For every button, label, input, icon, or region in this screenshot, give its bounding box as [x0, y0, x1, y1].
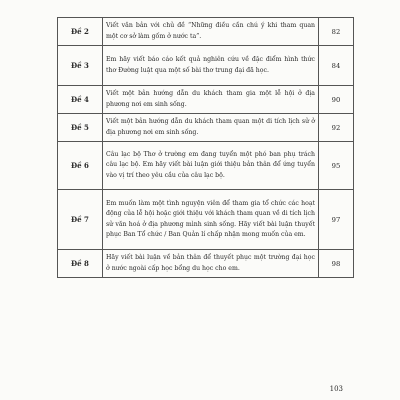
topic-page: 98 [319, 250, 354, 278]
topic-label: Đề 4 [58, 86, 103, 114]
topic-page: 97 [319, 190, 354, 250]
topic-label: Đề 3 [58, 46, 103, 86]
table-row [58, 18, 354, 46]
topic-description: Hãy viết bài luận về bản thân để thuyết phục một trường đại học ở nước ngoài cấp học bổng du học cho em. [103, 250, 319, 278]
topic-description: Viết văn bản với chủ đề “Những điều cần chú ý khi tham quan một cơ sở làm gốm ở nước ta”. [103, 18, 319, 46]
topic-description: Em hãy viết báo cáo kết quả nghiên cứu về đặc điểm hình thức thơ Đường luật qua một số bài thơ trung đại đã học. [103, 46, 319, 86]
topic-description: Viết một bản hướng dẫn du khách tham quan một di tích lịch sử ở địa phương nơi em sinh sống. [103, 114, 319, 142]
topics-table-body [58, 18, 354, 278]
table-row [58, 46, 354, 86]
table-row [58, 250, 354, 278]
topic-page: 90 [319, 86, 354, 114]
topic-label: Đề 6 [58, 142, 103, 190]
topics-table [57, 17, 354, 278]
topic-description: Em muốn làm một tình nguyện viên để tham gia tổ chức các hoạt động của lễ hội hoặc giới thiệu với khách tham quan về di tích lịch sử văn hoá ở địa phương mình sinh sống. Hãy viết bài luận thuyết phục Ban Tổ chức / Ban Quản lí chấp nhận mong muốn của em. [103, 190, 319, 250]
table-row [58, 114, 354, 142]
topic-label: Đề 5 [58, 114, 103, 142]
topic-description: Câu lạc bộ Thơ ở trường em đang tuyển một phó ban phụ trách câu lạc bộ. Em hãy viết bài luận giới thiệu bản thân để ứng tuyển vào vị trí theo yêu cầu của câu lạc bộ. [103, 142, 319, 190]
page-number: 103 [329, 385, 343, 393]
topic-label: Đề 2 [58, 18, 103, 46]
table-row [58, 142, 354, 190]
table-row [58, 86, 354, 114]
table-row [58, 190, 354, 250]
topic-page: 92 [319, 114, 354, 142]
topic-label: Đề 7 [58, 190, 103, 250]
topic-label: Đề 8 [58, 250, 103, 278]
topic-page: 84 [319, 46, 354, 86]
topic-page: 82 [319, 18, 354, 46]
topic-page: 95 [319, 142, 354, 190]
topic-description: Viết một bản hướng dẫn du khách tham gia một lễ hội ở địa phương nơi em sinh sống. [103, 86, 319, 114]
